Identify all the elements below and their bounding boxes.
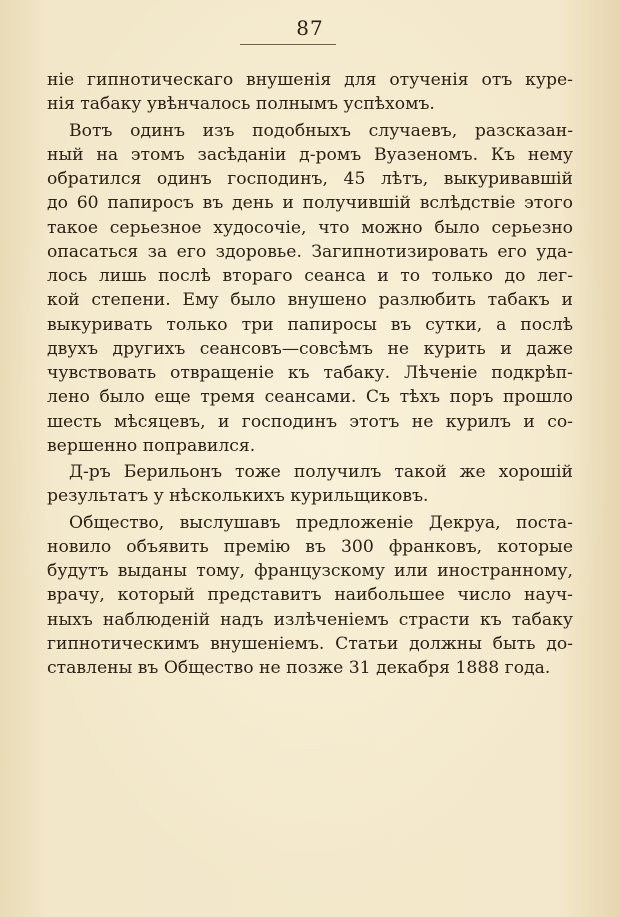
page-number: 87 — [296, 16, 324, 40]
text-line: ный на этомъ засѣданіи д-ромъ Вуазеномъ. Къ нему — [47, 144, 573, 165]
text-line: Д-ръ Берильонъ тоже получилъ такой же хорошій — [69, 462, 573, 482]
text-line: лось лишь послѣ втораго сеанса и то только до лег- — [47, 266, 573, 286]
text-line: ставлены въ Общество не позже 31 декабря 1888 года. — [47, 658, 551, 678]
text-line: будутъ выданы тому, французскому или иностранному, — [47, 561, 573, 581]
text-line: Вотъ одинъ изъ подобныхъ случаевъ, разсказан- — [69, 120, 573, 141]
text-line: новило объявить премію въ 300 франковъ, которые — [47, 536, 573, 557]
text-line: до 60 папиросъ въ день и получившій вслѣдствіе этого — [47, 193, 573, 214]
text-line: двухъ другихъ сеансовъ—совсѣмъ не курить и даже — [47, 338, 573, 359]
text-line: врачу, который представитъ наибольшее число науч- — [47, 585, 573, 606]
text-line: результатъ у нѣсколькихъ курильщиковъ. — [47, 486, 429, 507]
text-line: нія табаку увѣнчалось полнымъ успѣхомъ. — [47, 94, 435, 115]
text-line: обратился одинъ господинъ, 45 лѣтъ, выкуривавшій — [47, 169, 573, 189]
header-rule — [240, 44, 336, 45]
text-line: ніе гипнотическаго внушенія для отученія отъ куре- — [47, 70, 573, 90]
paragraph — [47, 460, 573, 509]
text-line: шесть мѣсяцевъ, и господинъ этотъ не курилъ и со- — [47, 411, 573, 432]
text-line: чувствовать отвращеніе къ табаку. Лѣченіе подкрѣп- — [47, 363, 573, 383]
paragraph — [47, 511, 573, 681]
text-line: Общество, выслушавъ предложеніе Декруа, поста- — [69, 512, 573, 533]
text-line: лено было еще тремя сеансами. Съ тѣхъ поръ прошло — [47, 387, 573, 408]
text-line: гипнотическимъ внушеніемъ. Статьи должны быть до- — [47, 633, 573, 654]
text-line: выкуривать только три папиросы въ сутки, а послѣ — [47, 314, 573, 335]
paragraph — [47, 119, 573, 459]
text-line: кой степени. Ему было внушено разлюбить табакъ и — [47, 290, 573, 311]
text-line: опасаться за его здоровье. Загипнотизировать его уда- — [47, 241, 573, 262]
text-line: вершенно поправился. — [47, 435, 256, 456]
text-line: ныхъ наблюденій надъ излѣченіемъ страсти къ табаку — [47, 609, 573, 630]
text-line: такое серьезное худосочіе, что можно было серьезно — [47, 217, 573, 238]
body-text — [47, 68, 573, 682]
paragraph — [47, 68, 573, 117]
